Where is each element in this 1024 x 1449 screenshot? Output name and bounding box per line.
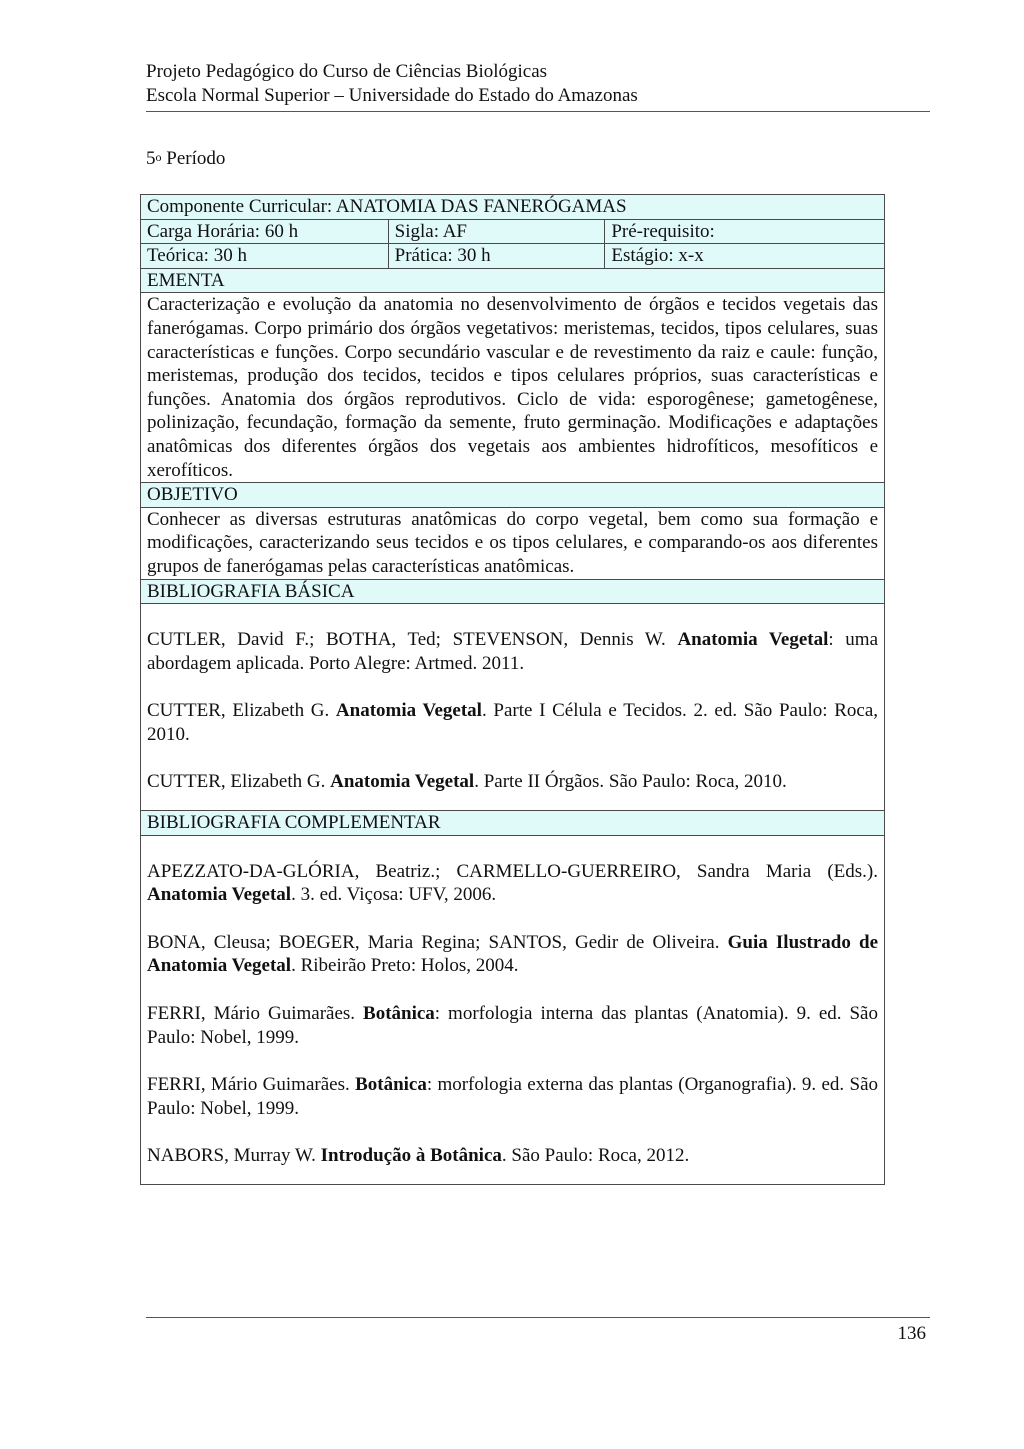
period-label [146,147,225,171]
objetivo-heading-row [141,483,885,508]
bibliography-entry: APEZZATO-DA-GLÓRIA, Beatriz.; CARMELLO-GUERREIRO, Sandra Maria (Eds.). Anatomia Vegetal. 3. ed. Viçosa: UFV, 2006. [147,860,878,906]
page-number: 136 [897,1323,926,1344]
objetivo-text: Conhecer as diversas estruturas anatômicas do corpo vegetal, bem como sua formação e modificações, caracterizando seus tecidos e os tipos celulares, e comparando-os aos diferentes grupos de fanerógamas pelas características anatômicas. [141,507,885,579]
period-word: Período [166,148,226,169]
bibliografia-complementar-row [141,835,885,1184]
objetivo-heading: OBJETIVO [141,483,885,508]
footer-divider [146,1317,930,1318]
bibliografia-complementar-list [141,835,885,1184]
component-title: Componente Curricular: ANATOMIA DAS FANERÓGAMAS [141,195,885,220]
bibliography-entry: CUTTER, Elizabeth G. Anatomia Vegetal. Parte I Célula e Tecidos. 2. ed. São Paulo: Roca, 2010. [147,700,879,745]
pratica-cell: Prática: 30 h [388,244,605,269]
bibliography-entry: CUTTER, Elizabeth G. Anatomia Vegetal. Parte II Órgãos. São Paulo: Roca, 2010. [147,771,787,793]
header-divider [146,111,930,112]
bibliografia-basica-row [141,604,885,811]
sigla-cell: Sigla: AF [388,219,605,244]
ementa-heading: EMENTA [141,268,885,293]
bibliography-entry: BONA, Cleusa; BOEGER, Maria Regina; SANTOS, Gedir de Oliveira. Guia Ilustrado de Anatomia Vegetal. Ribeirão Preto: Holos, 2004. [147,931,879,977]
carga-horaria-cell: Carga Horária: 60 h [141,219,389,244]
ementa-text-row [141,293,885,483]
ementa-heading-row [141,268,885,293]
hours-row [141,244,885,269]
workload-row [141,219,885,244]
bibliography-entry: NABORS, Murray W. Introdução à Botânica. São Paulo: Roca, 2012. [147,1145,690,1167]
bibliography-entry: FERRI, Mário Guimarães. Botânica: morfologia externa das plantas (Organografia). 9. ed. São Paulo: Nobel, 1999. [147,1074,878,1119]
bibliography-entry: CUTLER, David F.; BOTHA, Ted; STEVENSON, Dennis W. Anatomia Vegetal: uma abordagem aplicada. Porto Alegre: Artmed. 2011. [147,629,878,674]
header-course-title: Projeto Pedagógico do Curso de Ciências Biológicas [146,61,548,82]
bibliografia-complementar-heading: BIBLIOGRAFIA COMPLEMENTAR [141,811,885,836]
bibliografia-basica-list [141,604,885,811]
bibliografia-basica-heading-row [141,579,885,604]
objetivo-text-row [141,507,885,579]
bibliography-entry: FERRI, Mário Guimarães. Botânica: morfologia interna das plantas (Anatomia). 9. ed. São Paulo: Nobel, 1999. [147,1003,878,1048]
ementa-text: Caracterização e evolução da anatomia no desenvolvimento de órgãos e tecidos vegetais das fanerógamas. Corpo primário dos órgãos vegetativos: meristemas, tecidos, tipos celulares, suas características e funções. Corpo secundário vascular e de revestimento da raiz e caule: função, meristemas, produção dos tecidos, tecidos e tipos celulares próprios, suas características e funções. Anatomia dos órgãos reprodutivos. Ciclo de vida: esporogênese; gametogênese, polinização, fecundação, formação da semente, fruto germinação. Modificações e adaptações anatômicas dos diferentes órgãos dos vegetais aos ambientes hidrofíticos, mesofíticos e xerofíticos. [141,293,885,483]
curriculum-table [140,194,885,1185]
header-institution: Escola Normal Superior – Universidade do Estado do Amazonas [146,85,638,106]
teorica-cell: Teórica: 30 h [141,244,389,269]
pre-requisito-cell: Pré-requisito: [605,219,885,244]
estagio-cell: Estágio: x-x [605,244,885,269]
running-header [146,60,930,108]
bibliografia-complementar-heading-row [141,811,885,836]
period-number: 5 [146,148,156,169]
bibliografia-basica-heading: BIBLIOGRAFIA BÁSICA [141,579,885,604]
component-title-row [141,195,885,220]
period-ordinal: o [155,150,162,164]
